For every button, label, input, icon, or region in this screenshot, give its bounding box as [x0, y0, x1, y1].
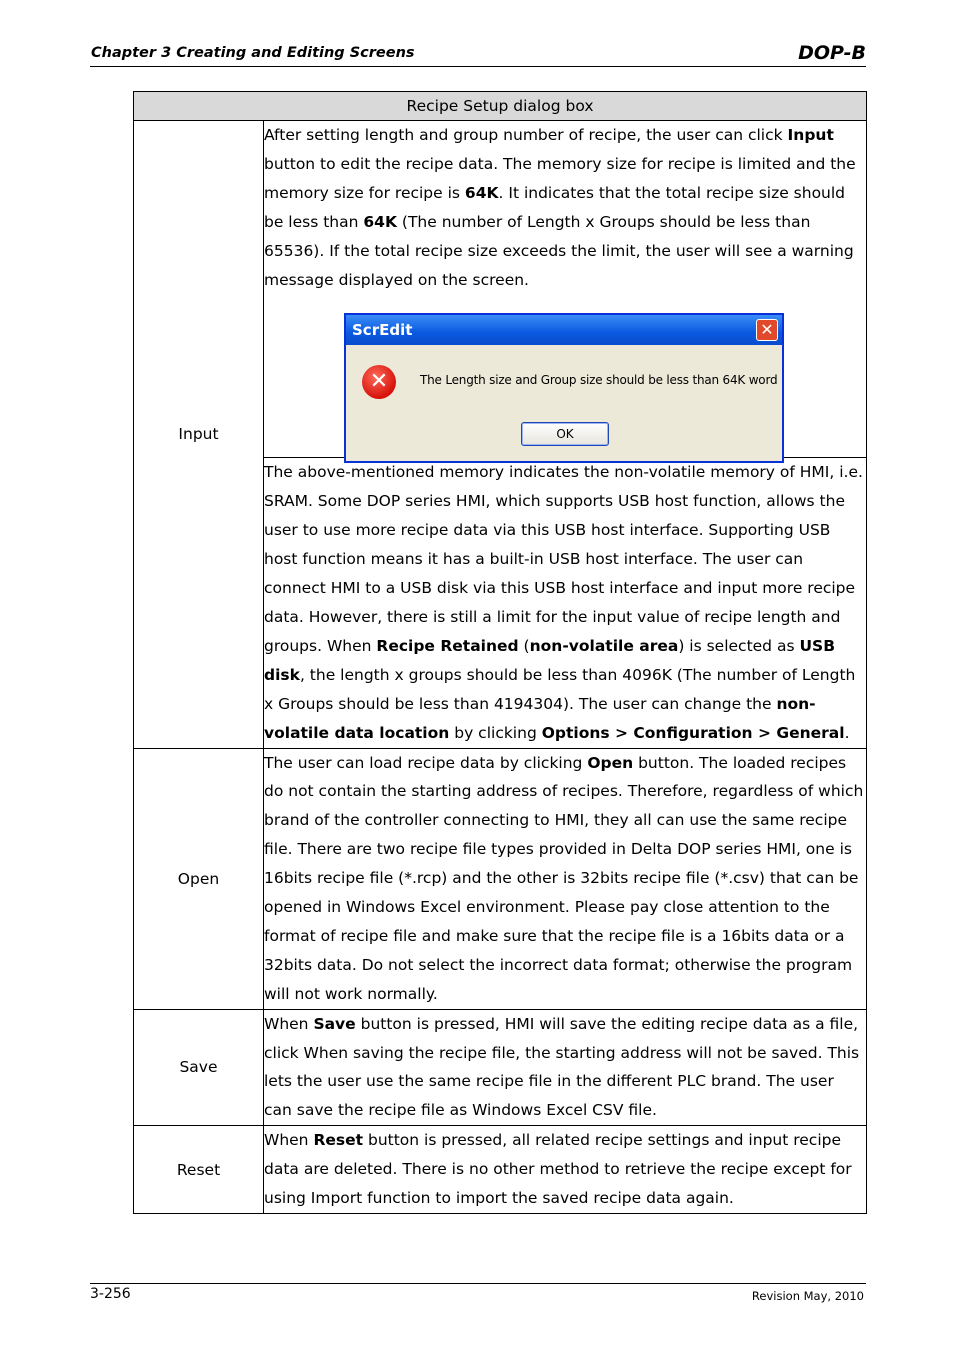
bold-term: Input	[787, 126, 834, 144]
text-run: button is pressed, all related recipe settings and input recipe data are deleted. There is no other method to retrieve the recipe except for using Import function to import the saved recipe data again.	[264, 1131, 852, 1208]
error-icon: ✕	[362, 365, 396, 399]
input-description	[264, 121, 867, 295]
bold-term: USB disk	[264, 636, 836, 684]
bold-term: 64K	[464, 183, 499, 202]
text-run: (The number of Length x Groups should be less than 65536). If the total recipe size exceeds the limit, the user will see a warning message displayed on the screen.	[264, 212, 854, 289]
page-number: 3-256	[90, 1286, 131, 1302]
dialog-screenshot-cell	[264, 294, 867, 458]
bold-term: Recipe Retained	[376, 636, 519, 655]
text-run: When	[264, 1131, 314, 1150]
input-memory-description	[264, 458, 867, 748]
save-description	[264, 1009, 867, 1126]
chapter-title: Chapter 3 Creating and Editing Screens	[91, 45, 415, 61]
table-caption: Recipe Setup dialog box	[134, 92, 867, 121]
text-run: The user can load recipe data by clicking	[264, 753, 588, 772]
text-run: . It indicates that the total recipe size should be less than	[264, 183, 846, 231]
text-run: button is pressed, HMI will save the editing recipe data as a file, click When saving the recipe file, the starting address will not be saved. This lets the user use the same recipe file in the different PLC brand. The user can save the recipe file as Windows Excel CSV file.	[264, 1014, 860, 1120]
bold-term: 64K	[363, 212, 397, 231]
open-description	[264, 748, 867, 1009]
ok-button[interactable]: OK	[521, 422, 609, 446]
bold-term: non-volatile data location	[264, 694, 816, 742]
row-label-open: Open	[134, 748, 264, 1009]
text-run: by clicking	[449, 723, 542, 742]
text-run: , the length x groups should be less than 4096K (The number of Length x Groups should be less than 4194304). The user can change the	[264, 665, 856, 713]
text-run: After setting length and group number of recipe, the user can click	[264, 126, 788, 144]
bold-term: Reset	[313, 1131, 364, 1150]
text-run: button to edit the recipe data. The memory size for recipe is limited and the memory size for recipe is	[264, 154, 856, 202]
recipe-setup-table	[133, 91, 867, 1214]
text-run: ) is selected as	[678, 636, 800, 655]
bold-term: Options > Configuration > General	[541, 723, 845, 742]
screditor-error-dialog	[344, 313, 784, 463]
bold-term: non-volatile area	[529, 636, 679, 655]
text-run: The above-mentioned memory indicates the non-volatile memory of HMI, i.e. SRAM. Some DOP series HMI, which supports USB host function, allows the user to use more recipe data via this USB host interface. Supporting USB host function means it has a built-in USB host interface. The user can connect HMI to a USB disk via this USB host interface and input more recipe data. However, there is still a limit for the input value of recipe length and groups. When	[264, 463, 863, 655]
text-run: .	[844, 723, 850, 742]
bold-term: Open	[587, 753, 634, 772]
revision-date: Revision May, 2010	[751, 1289, 864, 1303]
text-run: When	[264, 1014, 314, 1033]
dialog-titlebar	[346, 315, 782, 345]
row-label-reset: Reset	[134, 1126, 264, 1214]
row-label-save: Save	[134, 1009, 264, 1126]
page-header	[90, 44, 866, 67]
row-label-input: Input	[134, 121, 264, 749]
product-logo: DOP-B	[798, 42, 866, 64]
bold-term: Save	[313, 1014, 356, 1033]
reset-description	[264, 1126, 867, 1214]
close-icon[interactable]: ✕	[756, 319, 778, 341]
text-run: (	[518, 636, 530, 655]
dialog-title: ScrEdit	[352, 321, 413, 340]
page-footer	[90, 1283, 866, 1303]
text-run: button. The loaded recipes do not contain the starting address of recipes. Therefore, regardless of which brand of the controller connecting to HMI, they all can use the same recipe file. There are two recipe file types provided in Delta DOP series HMI, one is 16bits recipe file (*.rcp) and the other is 32bits recipe file (*.csv) that can be opened in Windows Excel environment. Please pay close attention to the format of recipe file and make sure that the recipe file is a 16bits data or a 32bits data. Do not select the incorrect data format; otherwise the program will not work normally.	[264, 753, 864, 1003]
dialog-message: The Length size and Group size should be less than 64K word	[420, 373, 778, 388]
